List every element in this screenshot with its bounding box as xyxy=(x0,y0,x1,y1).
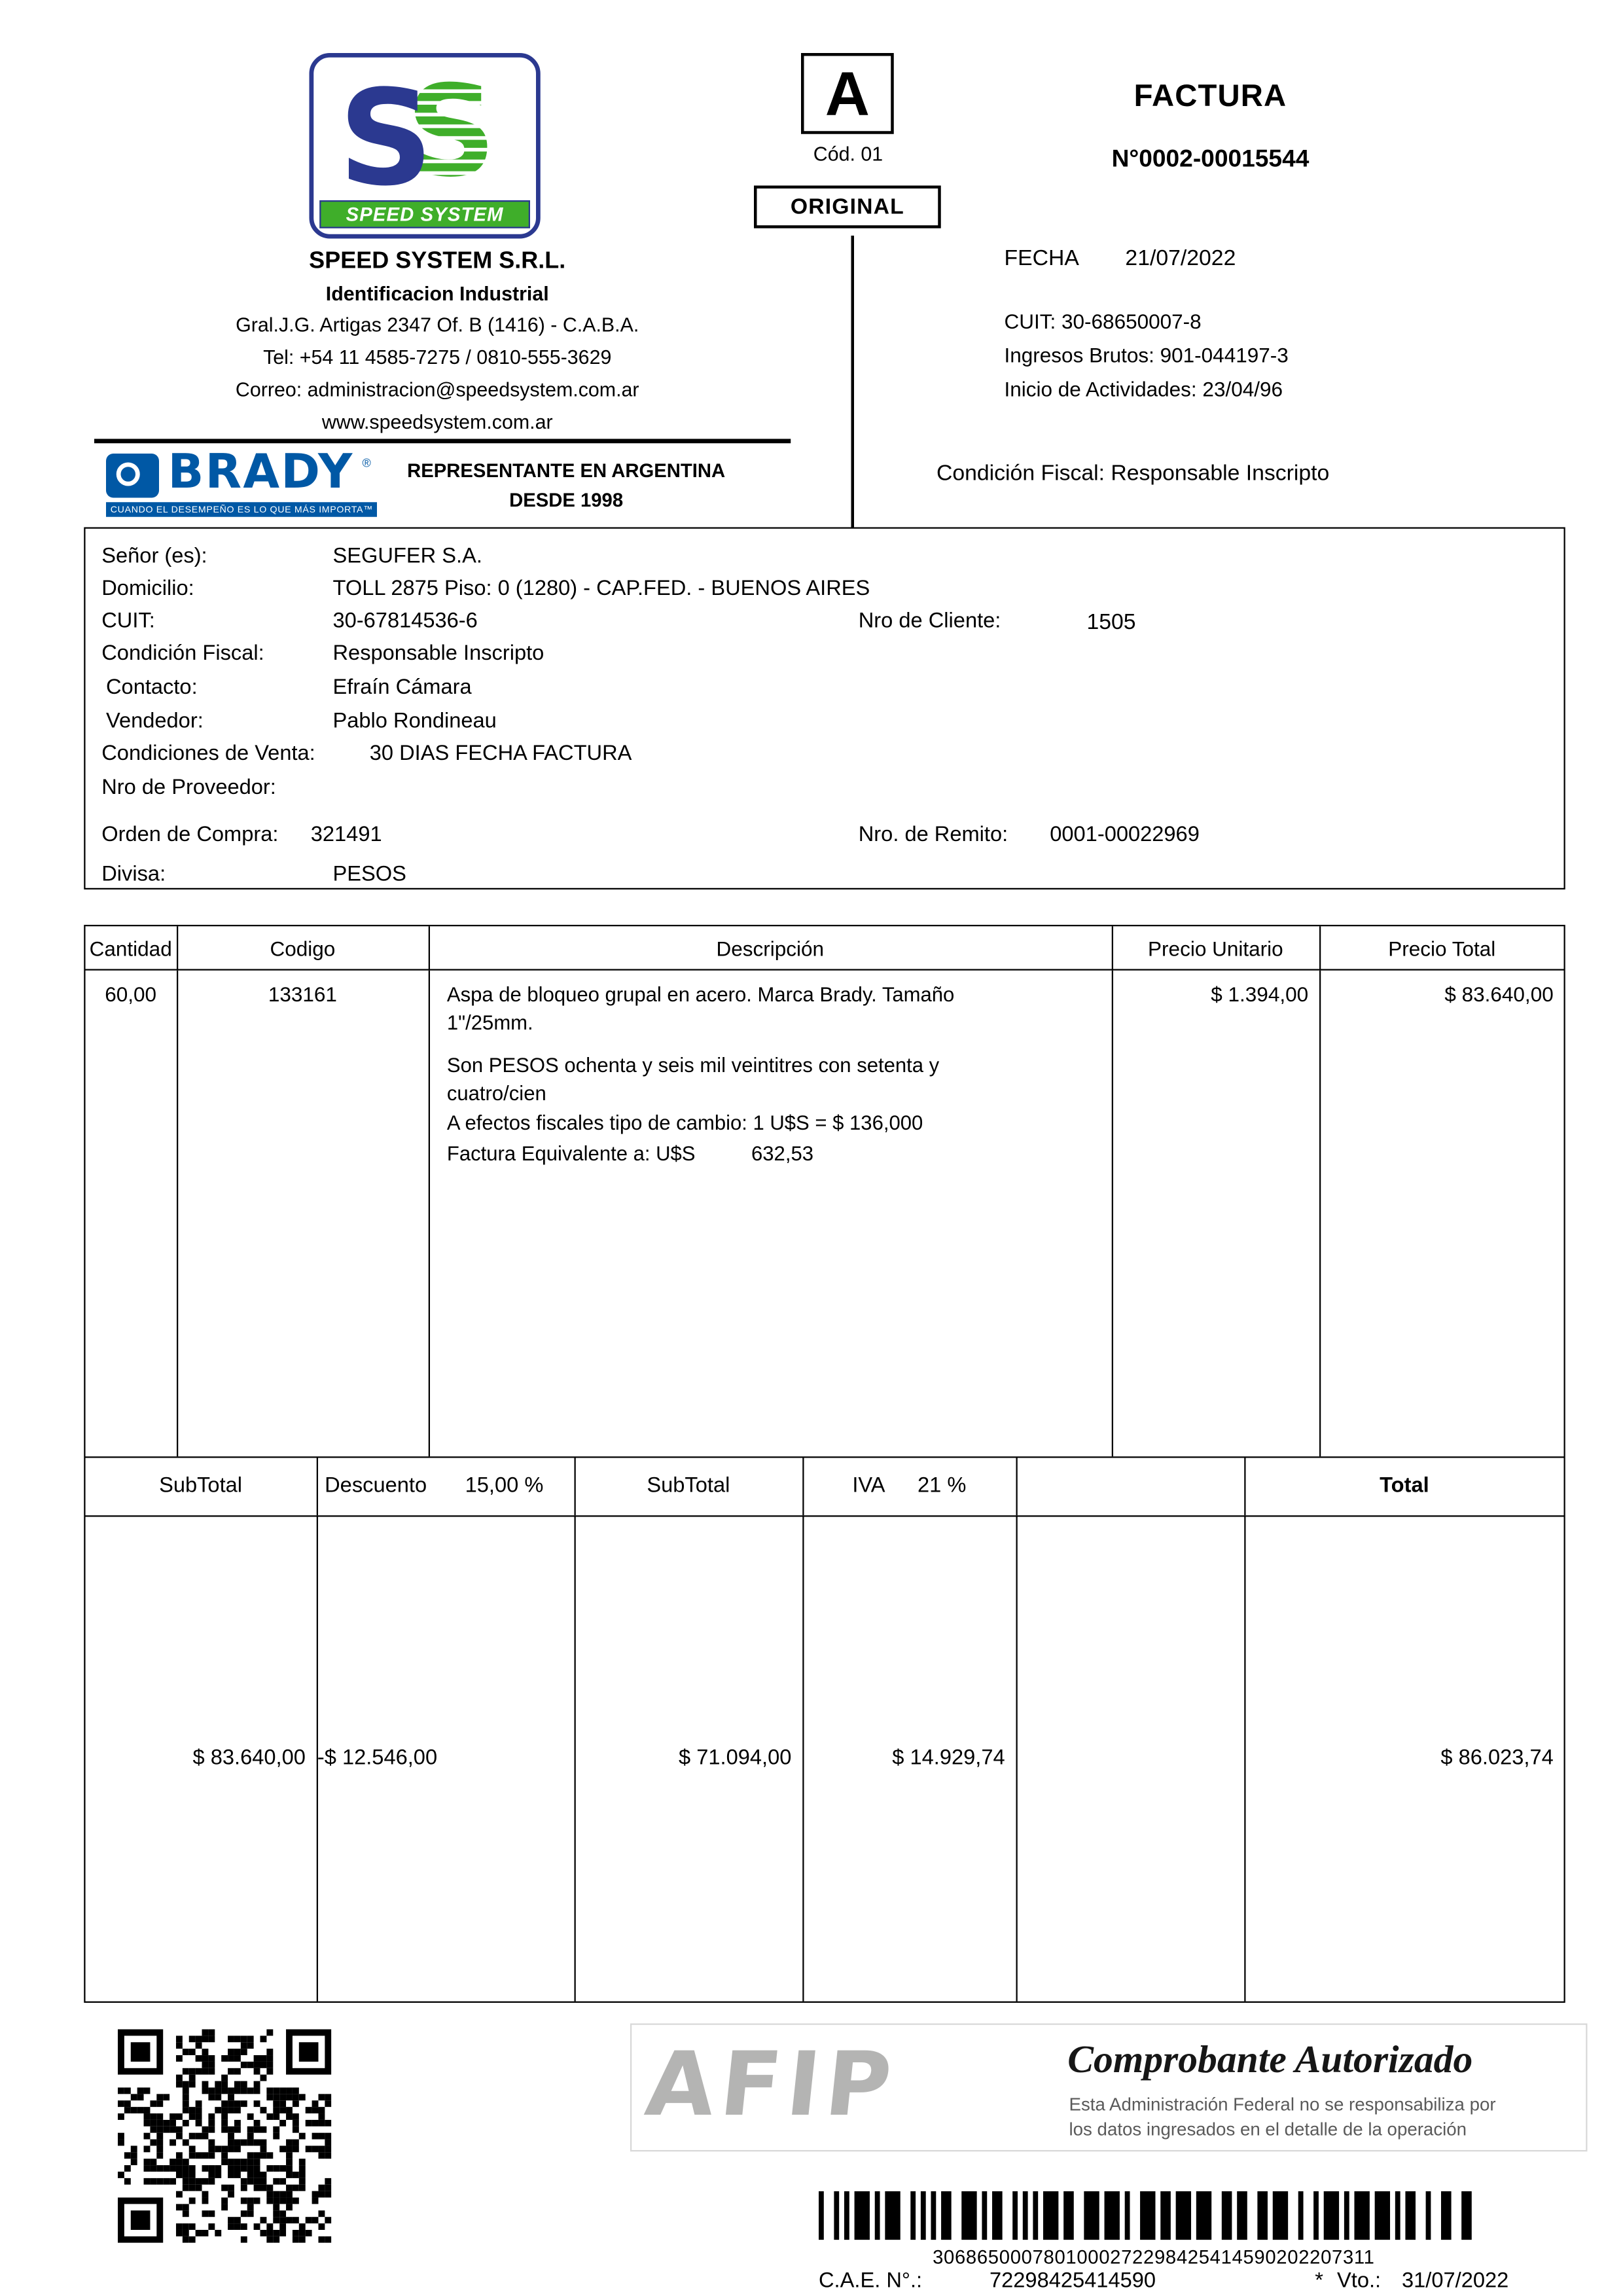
nro-cliente-value: 1505 xyxy=(1086,609,1136,635)
barcode-number: 3068650007801000272298425414590202207311 xyxy=(933,2246,1375,2268)
cae-label: C.A.E. N°.: xyxy=(819,2269,923,2293)
contacto-label: Contacto: xyxy=(106,675,198,700)
items-table-header xyxy=(86,926,1564,971)
comprobante-autorizado-text: Comprobante Autorizado xyxy=(1067,2036,1473,2081)
cond-venta-label: Condiciones de Venta: xyxy=(101,742,315,766)
cae-row xyxy=(819,2269,1584,2296)
vto-value: 31/07/2022 xyxy=(1402,2269,1509,2293)
customer-row-cond-venta xyxy=(86,742,1564,772)
seller-cuit: CUIT: 30-68650007-8 xyxy=(1004,309,1202,333)
customer-row-vendedor xyxy=(86,710,1564,740)
customer-row-domicilio xyxy=(86,577,1564,607)
invoice-letter: A xyxy=(825,58,870,128)
customer-row-divisa xyxy=(86,863,1564,893)
equivalent-label: Factura Equivalente a: U$S xyxy=(446,1141,696,1164)
speed-system-logo xyxy=(310,53,541,239)
original-label: ORIGINAL xyxy=(790,194,904,220)
brady-section xyxy=(106,443,798,525)
item-descripcion-line1: Aspa de bloqueo grupal en acero. Marca Brady. Tamaño xyxy=(446,984,955,1006)
afip-disclaimer-line1: Esta Administración Federal no se responsabiliza por xyxy=(1069,2094,1496,2115)
brady-rep-line1: REPRESENTANTE EN ARGENTINA xyxy=(407,459,726,482)
brady-ring-icon xyxy=(116,463,140,486)
iva-label: IVA xyxy=(852,1474,885,1498)
header-descripcion: Descripción xyxy=(428,926,1111,969)
barcode-bars-icon xyxy=(819,2191,1489,2240)
afip-disclaimer-line2: los datos ingresados en el detalle de la operación xyxy=(1069,2118,1467,2140)
nro-remito-label: Nro. de Remito: xyxy=(858,823,1008,847)
original-stamp xyxy=(754,186,941,228)
qr-code-pattern-icon xyxy=(118,2030,331,2243)
amount-in-words-line1: Son PESOS ochenta y seis mil veintitres con setenta y xyxy=(446,1054,940,1077)
domicilio-value: TOLL 2875 Piso: 0 (1280) - CAP.FED. - BUENOS AIRES xyxy=(332,577,870,601)
fecha-label: FECHA xyxy=(1004,245,1079,271)
afip-disclaimer xyxy=(1069,2092,1496,2141)
customer-row-cuit xyxy=(86,610,1564,639)
legend-spacer xyxy=(447,1037,1096,1053)
customer-row-senor xyxy=(86,545,1564,575)
vto-label: Vto.: xyxy=(1337,2269,1382,2293)
contacto-value: Efraín Cámara xyxy=(332,675,472,700)
vendedor-value: Pablo Rondineau xyxy=(332,709,497,734)
subtotal2-label: SubTotal xyxy=(573,1457,802,1515)
item-precio-total: $ 83.640,00 xyxy=(1319,971,1564,1456)
seller-email: Correo: administracion@speedsystem.com.ar xyxy=(235,378,639,401)
qr-code xyxy=(118,2030,331,2243)
customer-row-condicion-fiscal xyxy=(86,642,1564,672)
fecha-value: 21/07/2022 xyxy=(1125,245,1236,271)
header-precio-unitario: Precio Unitario xyxy=(1111,926,1319,969)
item-descripcion-cell xyxy=(428,971,1111,1456)
customer-cuit-value: 30-67814536-6 xyxy=(332,609,478,634)
seller-ingresos-brutos: Ingresos Brutos: 901-044197-3 xyxy=(1004,343,1289,367)
customer-row-nro-proveedor xyxy=(86,776,1564,806)
invoice-number: N°0002-00015544 xyxy=(1111,145,1310,173)
header-codigo: Codigo xyxy=(176,926,428,969)
total-label: Total xyxy=(1243,1457,1563,1515)
afip-logo: AFIP xyxy=(641,2034,902,2137)
customer-box xyxy=(84,528,1565,890)
amount-in-words-line2: cuatro/cien xyxy=(446,1081,546,1104)
totals-values-row xyxy=(86,1515,1564,2001)
subtotal1-value: $ 83.640,00 xyxy=(192,1747,306,1771)
cae-value: 72298425414590 xyxy=(990,2269,1156,2293)
customer-condicion-value: Responsable Inscripto xyxy=(332,642,544,666)
items-table xyxy=(84,925,1565,2003)
speed-system-monogram-icon xyxy=(315,58,535,193)
afip-authorization-strip xyxy=(630,2024,1588,2152)
nro-remito-value: 0001-00022969 xyxy=(1050,823,1200,847)
header-divider xyxy=(851,236,853,528)
iva-label-cell xyxy=(802,1457,1015,1515)
domicilio-label: Domicilio: xyxy=(101,577,194,601)
equivalent-value: 632,53 xyxy=(751,1141,813,1164)
invoice-date-row xyxy=(1005,246,1236,271)
seller-inicio-actividades: Inicio de Actividades: 23/04/96 xyxy=(1004,377,1283,401)
svg-text:S: S xyxy=(338,62,434,193)
header-cantidad: Cantidad xyxy=(89,935,172,960)
seller-address: Gral.J.G. Artigas 2347 Of. B (1416) - C.A.B.A. xyxy=(236,314,639,336)
nro-proveedor-label: Nro de Proveedor: xyxy=(101,776,276,800)
descuento-value: -$ 12.546,00 xyxy=(316,1516,574,2001)
vendedor-label: Vendedor: xyxy=(106,709,204,734)
senor-value: SEGUFER S.A. xyxy=(332,545,482,569)
subtotal2-value: $ 71.094,00 xyxy=(573,1516,802,2001)
iva-pct: 21 % xyxy=(917,1474,967,1498)
seller-website: www.speedsystem.com.ar xyxy=(321,410,553,433)
descuento-label-cell xyxy=(316,1457,574,1515)
totals-empty-label-cell xyxy=(1015,1457,1243,1515)
seller-phone: Tel: +54 11 4585-7275 / 0810-555-3629 xyxy=(263,346,612,368)
item-cantidad: 60,00 xyxy=(105,982,157,1006)
divisa-value: PESOS xyxy=(332,863,406,887)
brady-representative-text xyxy=(378,457,754,516)
svg-text:S: S xyxy=(406,59,497,193)
senor-label: Señor (es): xyxy=(101,545,207,569)
seller-tagline: Identificacion Industrial xyxy=(325,283,549,305)
divisa-label: Divisa: xyxy=(101,863,166,887)
seller-name: SPEED SYSTEM S.R.L. xyxy=(309,249,566,274)
speed-system-logo-text: SPEED SYSTEM xyxy=(319,200,530,228)
seller-info xyxy=(84,246,791,439)
invoice-letter-code: Cód. 01 xyxy=(813,143,883,165)
cond-venta-value: 30 DIAS FECHA FACTURA xyxy=(369,742,632,766)
brady-tagline: CUANDO EL DESEMPEÑO ES LO QUE MÁS IMPORTA™ xyxy=(106,502,378,517)
customer-row-orden-compra xyxy=(86,823,1564,853)
barcode xyxy=(819,2191,1489,2240)
invoice-title: FACTURA xyxy=(1133,79,1287,114)
customer-row-contacto xyxy=(86,676,1564,706)
brady-icon xyxy=(106,454,159,498)
header-precio-total: Precio Total xyxy=(1319,926,1564,969)
subtotal1-label: SubTotal xyxy=(159,1474,243,1498)
customer-cuit-label: CUIT: xyxy=(101,609,155,634)
nro-cliente-label: Nro de Cliente: xyxy=(858,609,1001,634)
item-precio-unitario: $ 1.394,00 xyxy=(1111,971,1319,1456)
equivalent-row xyxy=(447,1141,1096,1168)
item-codigo: 133161 xyxy=(176,971,428,1456)
exchange-rate-note: A efectos fiscales tipo de cambio: 1 U$S = $ 136,000 xyxy=(446,1111,923,1134)
brady-registered-mark: ® xyxy=(362,456,371,470)
totals-empty-value-cell xyxy=(1015,1516,1243,2001)
vto-star: * xyxy=(1315,2269,1323,2293)
totals-labels-row xyxy=(86,1456,1564,1515)
orden-compra-label: Orden de Compra: xyxy=(101,823,279,847)
total-value: $ 86.023,74 xyxy=(1243,1516,1563,2001)
descuento-pct: 15,00 % xyxy=(465,1474,544,1498)
item-row xyxy=(86,971,1564,1456)
seller-condicion-fiscal: Condición Fiscal: Responsable Inscripto xyxy=(936,461,1330,486)
customer-condicion-label: Condición Fiscal: xyxy=(101,642,264,666)
descuento-label: Descuento xyxy=(325,1474,427,1498)
header-rule xyxy=(94,439,791,443)
item-descripcion-line2: 1"/25mm. xyxy=(446,1011,533,1033)
brady-wordmark: BRADY xyxy=(168,443,354,499)
orden-compra-value: 321491 xyxy=(310,823,382,847)
iva-value: $ 14.929,74 xyxy=(802,1516,1015,2001)
seller-fiscal-info xyxy=(1005,305,1289,406)
brady-rep-line2: DESDE 1998 xyxy=(509,489,624,511)
invoice-letter-box xyxy=(801,53,894,134)
